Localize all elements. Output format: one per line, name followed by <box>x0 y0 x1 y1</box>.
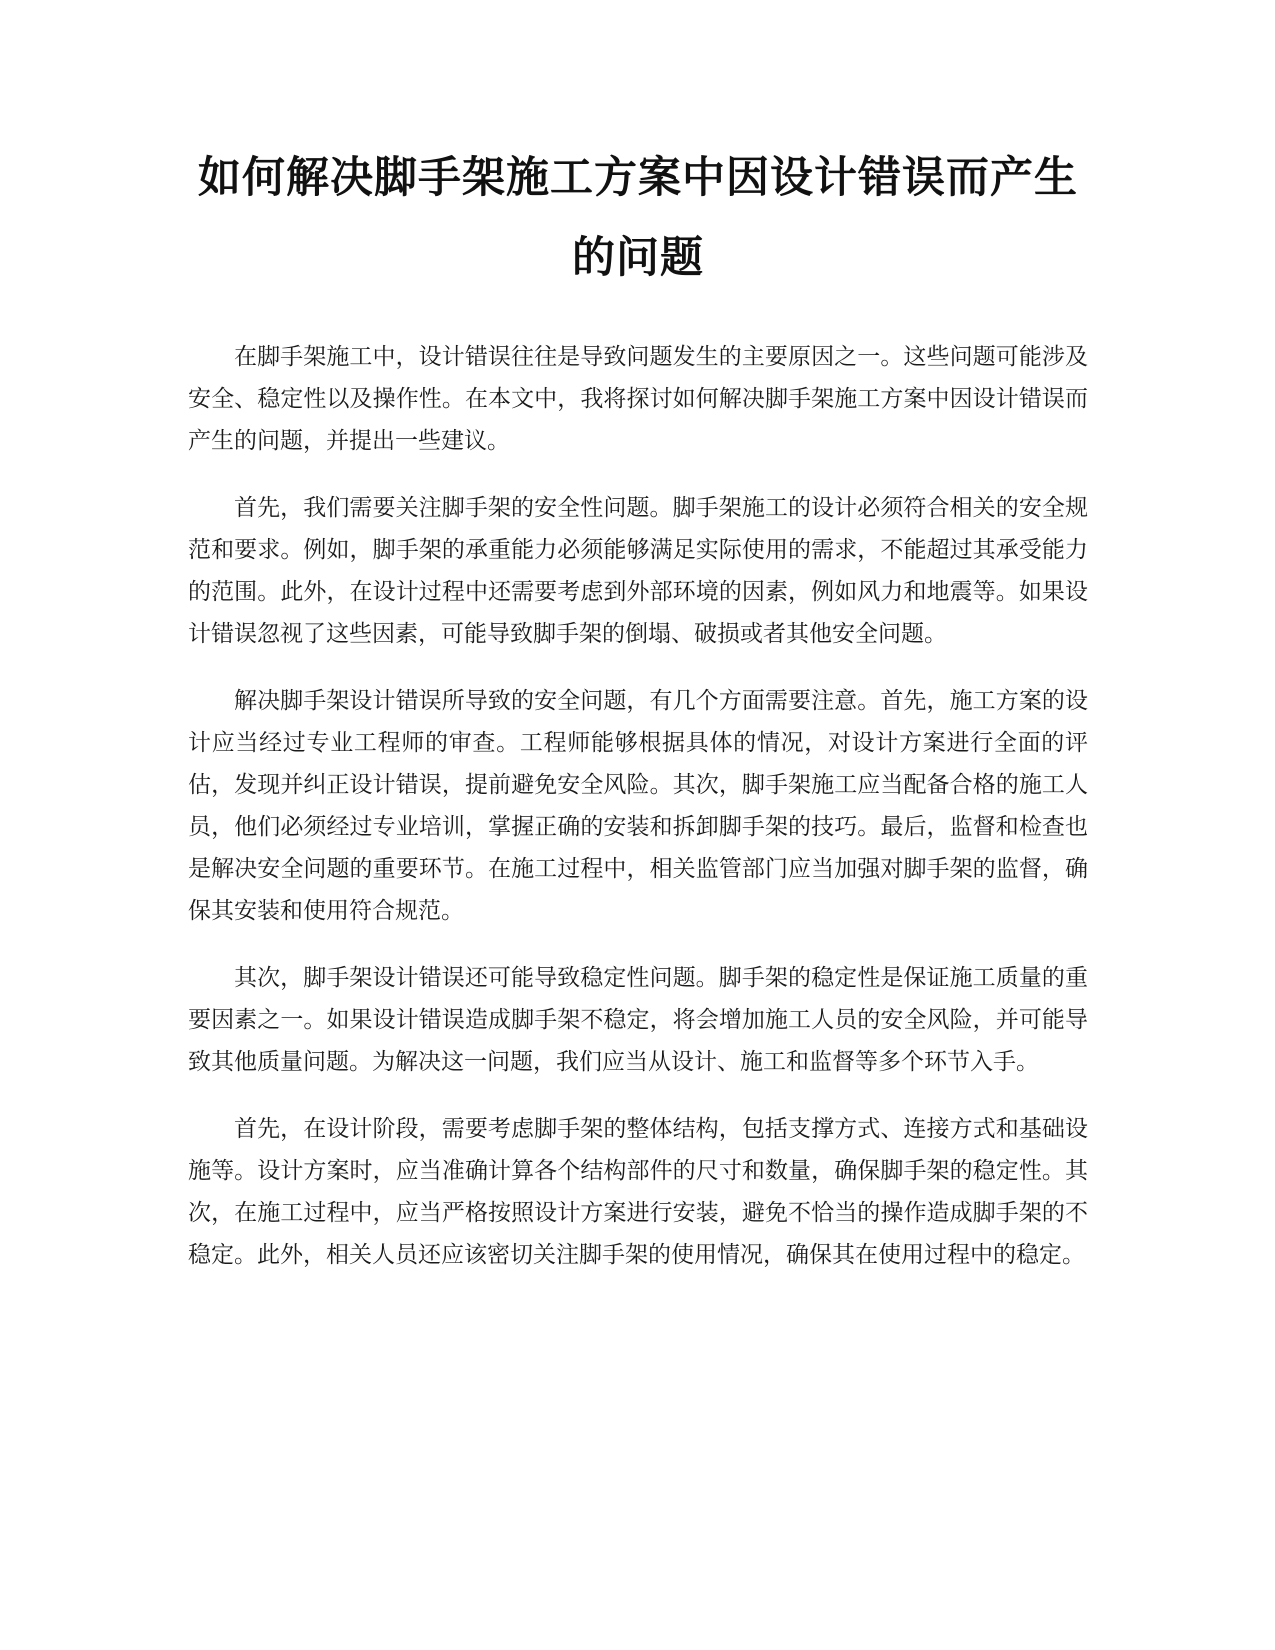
paragraph-safety: 首先，我们需要关注脚手架的安全性问题。脚手架施工的设计必须符合相关的安全规范和要求。例如，脚手架的承重能力必须能够满足实际使用的需求，不能超过其承受能力的范围。此外，在设计过程中还需要考虑到外部环境的因素，例如风力和地震等。如果设计错误忽视了这些因素，可能导致脚手架的倒塌、破损或者其他安全问题。 <box>188 495 1088 647</box>
paragraph-stability-solutions: 首先，在设计阶段，需要考虑脚手架的整体结构，包括支撑方式、连接方式和基础设施等。设计方案时，应当准确计算各个结构部件的尺寸和数量，确保脚手架的稳定性。其次，在施工过程中，应当严格按照设计方案进行安装，避免不恰当的操作造成脚手架的不稳定。此外，相关人员还应该密切关注脚手架的使用情况，确保其在使用过程中的稳定。 <box>188 1116 1088 1268</box>
paragraph-intro: 在脚手架施工中，设计错误往往是导致问题发生的主要原因之一。这些问题可能涉及安全、稳定性以及操作性。在本文中，我将探讨如何解决脚手架施工方案中因设计错误而产生的问题，并提出一些建议。 <box>188 344 1088 454</box>
paragraph-stability: 其次，脚手架设计错误还可能导致稳定性问题。脚手架的稳定性是保证施工质量的重要因素之一。如果设计错误造成脚手架不稳定，将会增加施工人员的安全风险，并可能导致其他质量问题。为解决这一问题，我们应当从设计、施工和监督等多个环节入手。 <box>188 965 1088 1075</box>
document-body <box>188 336 1088 1276</box>
document-title: 如何解决脚手架施工方案中因设计错误而产生的问题 <box>198 153 1078 283</box>
document-page <box>188 138 1088 1301</box>
paragraph-safety-solutions: 解决脚手架设计错误所导致的安全问题，有几个方面需要注意。首先，施工方案的设计应当经过专业工程师的审查。工程师能够根据具体的情况，对设计方案进行全面的评估，发现并纠正设计错误，提前避免安全风险。其次，脚手架施工应当配备合格的施工人员，他们必须经过专业培训，掌握正确的安装和拆卸脚手架的技巧。最后，监督和检查也是解决安全问题的重要环节。在施工过程中，相关监管部门应当加强对脚手架的监督，确保其安装和使用符合规范。 <box>188 688 1088 924</box>
